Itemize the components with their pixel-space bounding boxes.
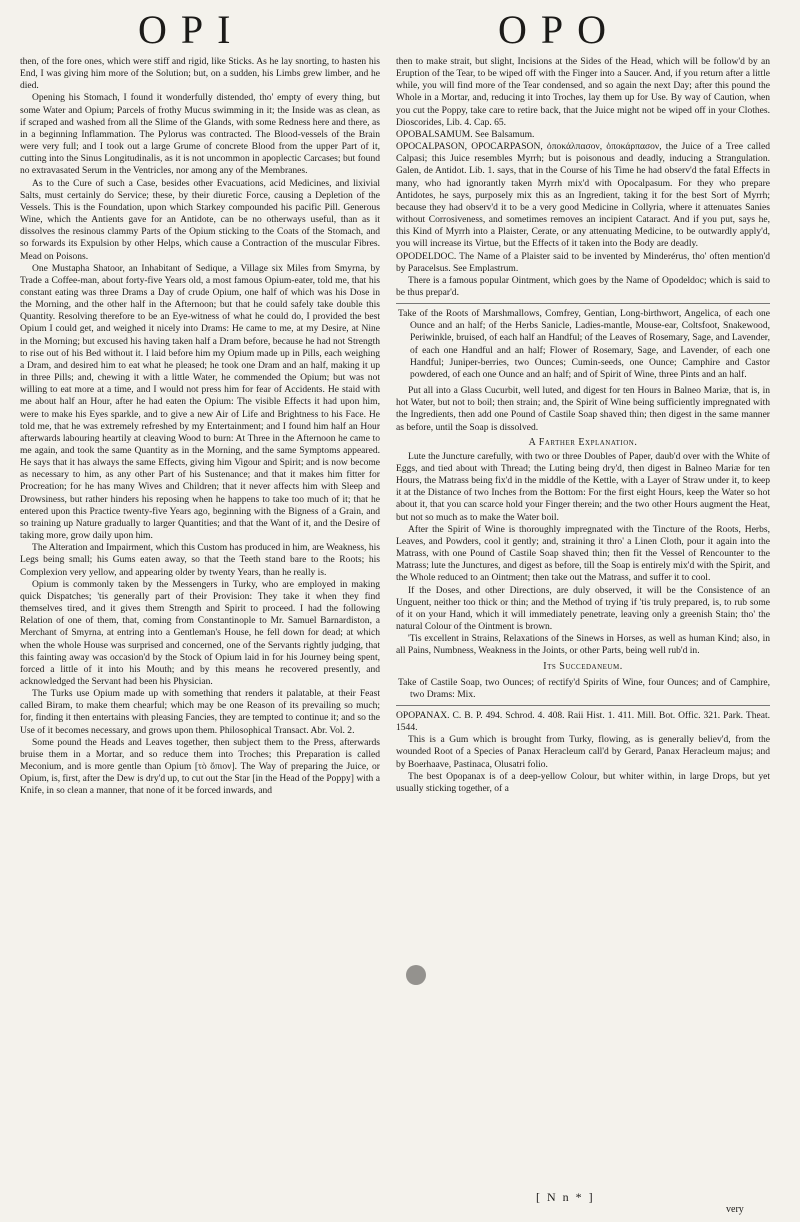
paragraph: 'Tis excellent in Strains, Relaxations of the Sinews in Horses, as well as human Kind; also, in all Pains, Numbness, Weakness in the Joints, or other Parts, being well rub'd in. [396, 633, 770, 657]
dictionary-entry: OPOCALPASON, OPOCARPASON, ὀποκάλπασον, ὀποκάρπασον, the Juice of a Tree called Calpasi; this Juice resembles Myrrh; but is poisonous and deadly, inducing a Strangulation. Galen, de Antidot. Lib. 1. says, that in the Course of his Time he had observ'd the fatal Effects in many, who had ignorantly taken Myrrh mix'd with Opocalpasum. For they who prepare Antidotes, he says, purposely mix this as an Ingredient, taking it for the best Sort of Myrrh; because they had observ'd it to be a very good Medicine in Collyria, where it attenuates Sanies without Corrosiveness, and sometimes removes an incipient Cataract. And if you put, says he, this Kind of Myrrh into a Plaister, Cerate, or any attenuating Medicine, to be outwardly apply'd, you will increase its Virtue, but the Effects of it taken into the Body are deadly. [396, 141, 770, 250]
dictionary-entry: OPOPANAX. C. B. P. 494. Schrod. 4. 408. Raii Hist. 1. 411. Mill. Bot. Offic. 321. Park. Theat. 1544. [396, 709, 770, 734]
paragraph: Take of the Roots of Marshmallows, Comfrey, Gentian, Long-birthwort, Angelica, of each one Ounce and an half; of the Herbs Sanicle, Ladies-mantle, Mouse-ear, Coltsfoot, Snakewood, Periwinkle, bruised, of each half an Handful; of the Leaves of Rosemary, Sage, and Lavender, of each one Handful and an half; Flower of Rosemary, Sage, and Lavender, of each one Handful; Juniper-berries, two Ounces; Cumin-seeds, one Ounce; Camphire and Castor powdered, of each one Ounce and an half; and of Spirit of Wine, three Pints and an half. [398, 308, 770, 380]
rule-separator [396, 303, 770, 304]
paragraph: The Turks use Opium made up with something that renders it palatable, at their Feast called Biram, to make them chearful; which may be one Reason of its prevailing so much; for, finding it then entertains with pleasing Fancies, they are tempted to continue it; and so the Use of it becomes necessary, and grows upon them. Philosophical Transact. Abr. Vol. 2. [20, 688, 380, 736]
catchword: very [726, 1204, 744, 1215]
paragraph: If the Doses, and other Directions, are duly observed, it will be the Consistence of an Unguent, neither too thick or thin; and the Method of trying if 'tis truly prepared, is, to rub some of it on your Hand, which it will immediately penetrate, leaving only a greenish Stain; tho' the natural Colour of the Ointment is brown. [396, 584, 770, 633]
paragraph: The best Opopanax is of a deep-yellow Colour, but whiter within, in large Drops, but yet usually sticking together, of a [396, 770, 770, 794]
right-column [396, 56, 770, 795]
paragraph: There is a famous popular Ointment, which goes by the Name of Opodeldoc; which is said to be thus prepar'd. [396, 274, 770, 298]
running-head [0, 6, 800, 58]
paragraph: As to the Cure of such a Case, besides other Evacuations, acid Medicines, and lixivial Salts, must certainly do Service; these, by their diuretic Force, causing a Depletion of the Vessels. This is the Foundation, upon which Starkey compounded his pacific Pill. Generous Wine, which the Antients gave for an Antidote, can be no otherways useful, than as it dissolves the resinous clammy Parts of the Opium sticking to the Coats of the Stomach, and so forwards its Expulsion by other Helps, which cause a Contraction of the muscular Fibres. Mead on Poisons. [20, 177, 380, 262]
ink-spot [406, 965, 426, 985]
paragraph: Some pound the Heads and Leaves together, then subject them to the Press, afterwards bruise them in a Mortar, and so reduce them into Troches; this Preparation is called Meconium, and is more gentle than Opium [τὸ ὄπιον]. The Way of preparing the Juice, or Opium, is, first, after the Dew is dry'd up, to cut out the Star [in the Head of the Poppy] with a Knife, in so clean a manner, that none of it be forced inwards, and [20, 736, 380, 797]
rule-separator [396, 705, 770, 706]
signature-mark: [ N n * ] [536, 1190, 595, 1204]
running-head-right: OPO [498, 7, 621, 52]
paragraph: Opium is commonly taken by the Messengers in Turky, who are employed in making quick Dispatches; 'tis generally part of their Provision: They take it when they find themselves tired, and it gives them Strength and Spirit to proceed. I had the following Relation of one of them, that, coming from Constantinople to Mr. Samuel Barnardiston, a Merchant of Smyrna, at entring into a Gentleman's House, he fell down for dead; at which when the whole House was surprised and concerned, one of the Servants rightly judging, that this fainting away was occasion'd by the Stock of Opium laid in for his Journey being spent, forced a little of it into his Mouth; and by this means he recovered presently, and acknowledged the Servant had been his Physician. [20, 578, 380, 687]
paragraph: then to make strait, but slight, Incisions at the Sides of the Head, which will be follow'd by an Eruption of the Tear, to be wiped off with the Finger into a Saucer. And, if you return after a little while, you will find more of the Tear condensed, and so again the next Day; after this pound the Whole in a Mortar, and, reducing it into Troches, lay them up for Use. By way of Caution, when you cut the Poppy, take care to retire back, that the Juice might not be wiped off in your Clothes. Dioscorides, Lib. 4. Cap. 65. [396, 56, 770, 128]
paragraph: The Alteration and Impairment, which this Custom has produced in him, are Weakness, his Legs being small; his Gums eaten away, so that the Teeth stand bare to the Roots; his Complexion very yellow, and appearing older by twenty Years, than he really is. [20, 542, 380, 578]
paragraph: Lute the Juncture carefully, with two or three Doubles of Paper, daub'd over with the White of Eggs, and tied about with Thread; the Luting being dry'd, then digest in Balneo Mariæ for ten Hours, the Matrass being fix'd in the middle of the Kettle, with a Layer of Straw under it, to keep it at the Distance of two Inches from the Bottom: For the first eight Hours, keep the Water so hot about it, that you can scarce hold your Finger therein; and the two other Hours augment the Heat, but not so much as to make the Water boil. [396, 450, 770, 523]
paragraph: After the Spirit of Wine is thoroughly impregnated with the Tincture of the Roots, Herbs, Leaves, and Powders, cool it gently; and, straining it thro' a Linen Cloth, pour it again into the Matrass, with one Pound of Castile Soap shaved thin; then fit the Vessel of Rencounter to the Matrass; lute the Junctures, and digest as before, till the Soap is entirely mix'd with the Spirit, and the Whole reduced to an Ointment; then take out the Matrass, and suffer it to cool. [396, 523, 770, 584]
paragraph: One Mustapha Shatoor, an Inhabitant of Sedique, a Village six Miles from Smyrna, by Trade a Coffee-man, about forty-five Years old, a most famous Opium-eater, told me, that his constant eating was three Drams a Day of crude Opium, one half of which was his Dose in the Morning, and the other half in the Afternoon; but that he could safely take double this Quantity. Resolving therefore to be an Eye-witness of what he could do, I provided the best Opium I could get, and weighed it nicely into Drams: He came to me, at my Desire, at Nine in the Morning; but excused his having taken half a Dram before, because he had not Strength to rise out of his Bed without it. I laid before him my Opium made up in Pills, each weighing a Dram, and desired him to eat what he pleased; he took one Dram and an half, making it up in three Pills; and, chewing it with a little Water, he commended the Opium; but was not willing to eat more at a time, and I would not press him for fear of Accidents. He staid with me about half an Hour, after he had eaten the Opium: The visible Effects it had upon him, were to make his Eyes sparkle, and to give a new Air of Life and Brightness to his Face. He told me, that he was extremely refreshed by my Entertainment; and I found him half an Hour afterwards labouring heartily at cleaving Wood to burn: At Three in the Afternoon he came to me again, and took the same Quantity as in the Morning, and the same Symptoms appeared. He says that it has always the same Effects, giving him Vigour and Spirit; and is now become as necessary to him, as any other Part of his Sustenance; and that it makes him fitter for Procreation; for he has many Wives and Children; that it never affects him with Sleep and Drowsiness, but rather hinders his reposing when he happens to take too much of it; that he entered upon this Practice twenty-five Years ago, beginning with the Bigness of a Grain, and so training up Nature gradually to larger Quantities; and that the Want of it, and the Desire of taking more, grow daily upon him. [20, 262, 380, 542]
dictionary-entry: OPOBALSAMUM. See Balsamum. [396, 128, 535, 140]
paragraph: Put all into a Glass Cucurbit, well luted, and digest for ten Hours in Balneo Mariæ, that is, in hot Water, but not to boil; then strain; and, the Spirit of Wine being sufficiently impregnated with the Ingredients, then add one Pound of Castile Soap shaved thin; then digest in the same manner as before, until the Soap is dissolved. [396, 385, 770, 433]
paragraph: Opening his Stomach, I found it wonderfully distended, tho' empty of every thing, but some Water and Opium; Parcels of frothy Mucus swimming in it; the Inside was as clean, as if scraped and washed from all the Slime of the Glands, with some Redness here and there, as in a beginning Inflammation. The Pylorus was contracted. The Blood-vessels of the Brain were very full; and I took out a large Grume of concrete Blood from the upper Part of it, cutting into the Sinus Longitudinalis, as it is not uncommon in apoplectic Carcases; but found no extravasated Serum in the Ventricles, nor among any of the Membranes. [20, 92, 380, 177]
left-column [20, 56, 380, 798]
paragraph: Take of Castile Soap, two Ounces; of rectify'd Spirits of Wine, four Ounces; and of Camphire, two Drams: Mix. [398, 676, 770, 700]
dictionary-entry: OPODELDOC. The Name of a Plaister said to be invented by Minderérus, tho' often mention'd by Paracelsus. See Emplastrum. [396, 250, 770, 274]
running-head-left: OPI [138, 7, 245, 52]
section-heading: A Farther Explanation. [528, 436, 638, 448]
paragraph: then, of the fore ones, which were stiff and rigid, like Sticks. As he lay snorting, to hasten his End, I was giving him more of the Solution; but, on a sudden, his Limbs grew limber, and he died. [20, 56, 380, 92]
section-heading: Its Succedaneum. [543, 660, 623, 672]
paragraph: This is a Gum which is brought from Turky, flowing, as is generally believ'd, from the wounded Root of a Species of Panax Heracleum call'd by Gerard, Panax Heracleum majus; and by Boerhaave, Pastinaca, Olusatri folio. [396, 734, 770, 770]
